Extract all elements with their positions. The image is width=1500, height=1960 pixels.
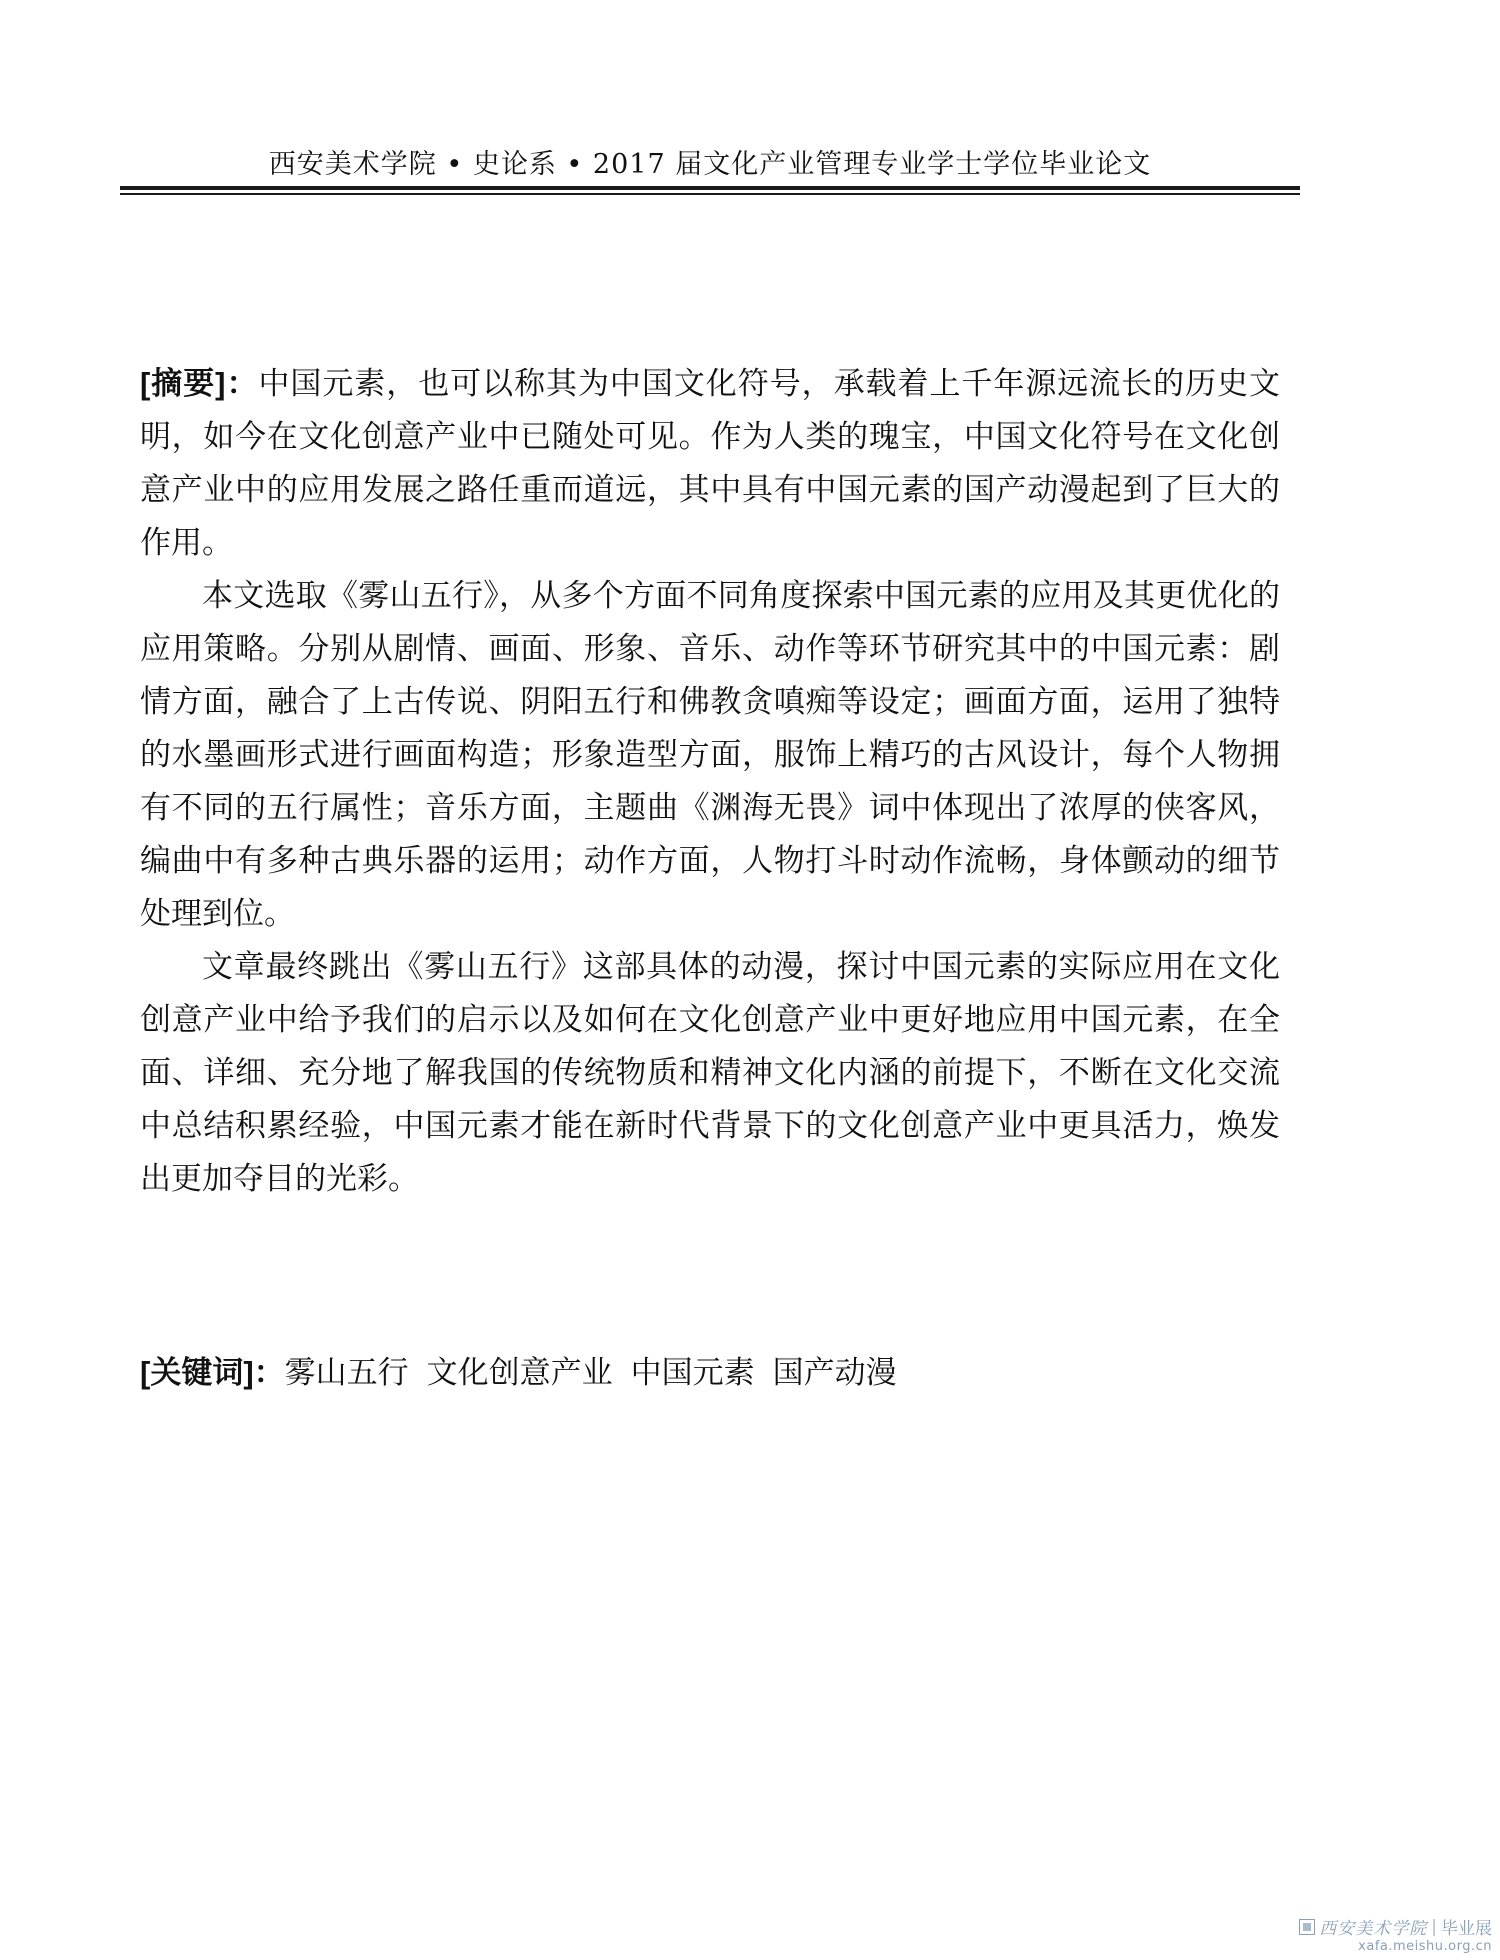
watermark-section: 毕业展: [1441, 1919, 1492, 1939]
academy-logo-icon: [1299, 1919, 1315, 1935]
abstract-paragraph-1: [140, 357, 1280, 570]
keywords-label: [关键词]: [140, 1355, 254, 1390]
keyword-1: 雾山五行: [284, 1355, 409, 1391]
abstract-section: [140, 357, 1280, 1206]
keyword-4: 国产动漫: [772, 1355, 897, 1391]
watermark-divider: |: [1431, 1916, 1437, 1937]
keyword-3: 中国元素: [630, 1355, 755, 1391]
abstract-label: [摘要]: [140, 366, 226, 401]
abstract-paragraph-3: 文章最终跳出《雾山五行》这部具体的动漫，探讨中国元素的实际应用在文化创意产业中给予我们的启示以及如何在文化创意产业中更好地应用中国元素，在全面、详细、充分地了解我国的传统物质和精神文化内涵的前提下，不断在文化交流中总结积累经验，中国元素才能在新时代背景下的文化创意产业中更具活力，焕发出更加夺目的光彩。: [140, 949, 1280, 1197]
watermark-site-name: 西安美术学院: [1319, 1919, 1428, 1939]
site-watermark: [1299, 1914, 1492, 1954]
abstract-label-separator: ：: [225, 366, 259, 401]
keyword-2: 文化创意产业: [426, 1355, 613, 1391]
abstract-paragraph-1-text: 中国元素，也可以称其为中国文化符号，承载着上千年源远流长的历史文明，如今在文化创意产业中已随处可见。作为人类的瑰宝，中国文化符号在文化创意产业中的应用发展之路任重而道远，其中具有中国元素的国产动漫起到了巨大的作用。: [140, 366, 1281, 561]
abstract-paragraph-2: 本文选取《雾山五行》，从多个方面不同角度探索中国元素的应用及其更优化的应用策略。分别从剧情、画面、形象、音乐、动作等环节研究其中的中国元素：剧情方面，融合了上古传说、阴阳五行和佛教贪嗔痴等设定；画面方面，运用了独特的水墨画形式进行画面构造；形象造型方面，服饰上精巧的古风设计，每个人物拥有不同的五行属性；音乐方面，主题曲《渊海无畏》词中体现出了浓厚的侠客风，编曲中有多种古典乐器的运用；动作方面，人物打斗时动作流畅，身体颤动的细节处理到位。: [140, 578, 1280, 932]
watermark-url: xafa.meishu.org.cn: [1358, 1939, 1492, 1954]
header-rule-thick: [120, 186, 1300, 190]
keywords-label-separator: ：: [253, 1355, 285, 1390]
keywords-section: [140, 1346, 1280, 1400]
running-header: 西安美术学院 • 史论系 • 2017 届文化产业管理专业学士学位毕业论文: [268, 149, 1152, 180]
header-rule-thin: [120, 193, 1300, 195]
